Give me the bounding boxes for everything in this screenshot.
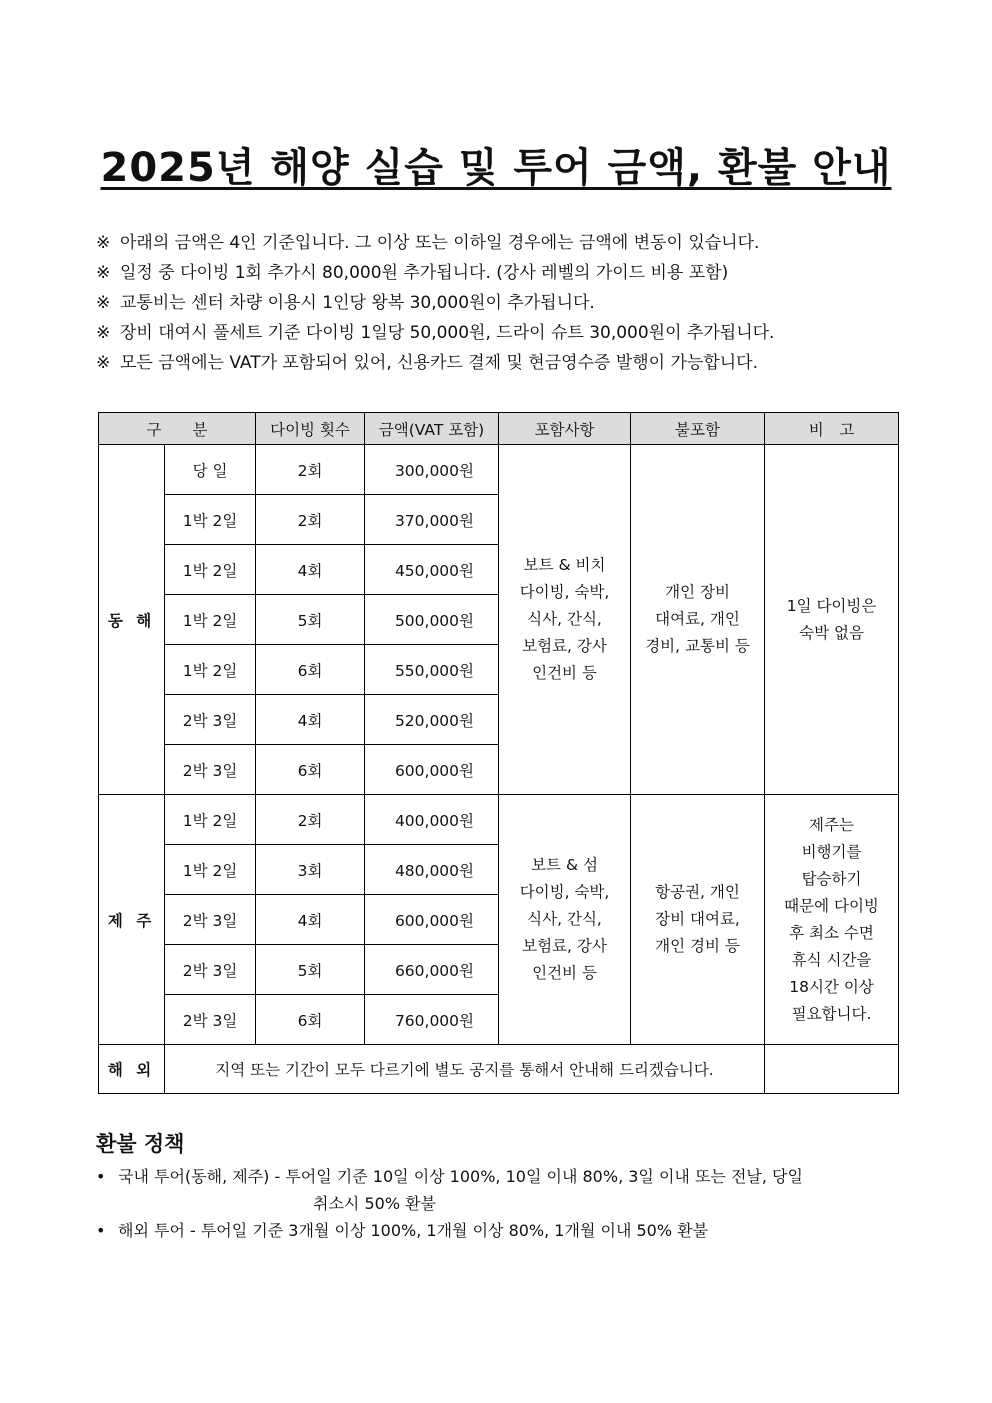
price-cell: 450,000원 bbox=[365, 545, 499, 595]
refund-line: 국내 투어(동해, 제주) - 투어일 기준 10일 이상 100%, 10일 이내 80%, 3일 이내 또는 전날, 당일 bbox=[118, 1167, 803, 1186]
included-line: 보트 & 섬 bbox=[531, 856, 598, 874]
header-dive-count: 다이빙 횟수 bbox=[256, 413, 365, 445]
notice-text: 교통비는 센터 차량 이용시 1인당 왕복 30,000원이 추가됩니다. bbox=[120, 293, 595, 313]
dive-count-cell: 4회 bbox=[256, 695, 365, 745]
period-cell: 2박 3일 bbox=[165, 995, 256, 1045]
jeju-remarks-cell bbox=[765, 795, 899, 1045]
remarks-line: 필요합니다. bbox=[791, 1004, 872, 1023]
reference-mark-icon: ※ bbox=[96, 293, 111, 313]
refund-item-overseas bbox=[96, 1217, 916, 1244]
dive-count-cell: 2회 bbox=[256, 495, 365, 545]
refund-line: 해외 투어 - 투어일 기준 3개월 이상 100%, 1개월 이상 80%, 1개월 이내 50% 환불 bbox=[118, 1221, 709, 1240]
notice-item bbox=[96, 230, 916, 260]
notice-item bbox=[96, 260, 916, 290]
remarks-line: 18시간 이상 bbox=[789, 977, 874, 996]
included-line: 다이빙, 숙박, bbox=[519, 883, 610, 901]
notice-text: 아래의 금액은 4인 기준입니다. 그 이상 또는 이하일 경우에는 금액에 변동이 있습니다. bbox=[120, 233, 760, 253]
header-included: 포함사항 bbox=[499, 413, 631, 445]
refund-text bbox=[118, 1163, 916, 1217]
price-cell: 520,000원 bbox=[365, 695, 499, 745]
dive-count-cell: 6회 bbox=[256, 745, 365, 795]
remarks-line: 후 최소 수면 bbox=[789, 923, 874, 942]
table-header-row bbox=[99, 413, 899, 445]
donghae-excluded-cell bbox=[631, 445, 765, 795]
bullet-icon: • bbox=[96, 1221, 106, 1240]
period-cell: 2박 3일 bbox=[165, 695, 256, 745]
header-price: 금액(VAT 포함) bbox=[365, 413, 499, 445]
price-cell: 760,000원 bbox=[365, 995, 499, 1045]
overseas-text-cell: 지역 또는 기간이 모두 다르기에 별도 공지를 통해서 안내해 드리겠습니다. bbox=[165, 1045, 765, 1094]
region-overseas: 해 외 bbox=[99, 1045, 165, 1094]
header-excluded: 불포함 bbox=[631, 413, 765, 445]
dive-count-cell: 3회 bbox=[256, 845, 365, 895]
price-cell: 400,000원 bbox=[365, 795, 499, 845]
reference-mark-icon: ※ bbox=[96, 233, 111, 253]
included-line: 보험료, 강사 bbox=[522, 637, 607, 655]
remarks-line: 비행기를 bbox=[801, 842, 862, 861]
refund-policy-list bbox=[96, 1163, 916, 1244]
period-cell: 당 일 bbox=[165, 445, 256, 495]
remarks-line: 1일 다이빙은 bbox=[786, 596, 877, 615]
reference-mark-icon: ※ bbox=[96, 323, 111, 343]
remarks-line: 휴식 시간을 bbox=[791, 950, 872, 969]
price-cell: 370,000원 bbox=[365, 495, 499, 545]
reference-mark-icon: ※ bbox=[96, 263, 111, 283]
table-row bbox=[99, 795, 899, 845]
period-cell: 1박 2일 bbox=[165, 495, 256, 545]
notice-text: 일정 중 다이빙 1회 추가시 80,000원 추가됩니다. (강사 레벨의 가이드 비용 포함) bbox=[120, 263, 729, 283]
period-cell: 1박 2일 bbox=[165, 845, 256, 895]
dive-count-cell: 6회 bbox=[256, 645, 365, 695]
notice-item bbox=[96, 350, 916, 380]
period-cell: 1박 2일 bbox=[165, 595, 256, 645]
excluded-line: 경비, 교통비 등 bbox=[645, 637, 750, 655]
reference-mark-icon: ※ bbox=[96, 353, 111, 373]
price-cell: 480,000원 bbox=[365, 845, 499, 895]
excluded-line: 대여료, 개인 bbox=[655, 610, 740, 628]
header-remarks: 비 고 bbox=[765, 413, 899, 445]
refund-policy-heading: 환불 정책 bbox=[96, 1132, 185, 1156]
included-line: 다이빙, 숙박, bbox=[519, 583, 610, 601]
table-row bbox=[99, 445, 899, 495]
included-line: 식사, 간식, bbox=[527, 910, 602, 928]
refund-item-domestic bbox=[96, 1163, 916, 1217]
period-cell: 1박 2일 bbox=[165, 645, 256, 695]
price-cell: 550,000원 bbox=[365, 645, 499, 695]
refund-line: 취소시 50% 환불 bbox=[313, 1194, 437, 1213]
excluded-line: 개인 장비 bbox=[665, 583, 730, 601]
notice-text: 장비 대여시 풀세트 기준 다이빙 1일당 50,000원, 드라이 슈트 30,000원이 추가됩니다. bbox=[120, 323, 775, 343]
dive-count-cell: 5회 bbox=[256, 945, 365, 995]
table-row bbox=[99, 1045, 899, 1094]
jeju-excluded-cell bbox=[631, 795, 765, 1045]
remarks-line: 탑승하기 bbox=[801, 869, 862, 888]
page-title: 2025년 해양 실습 및 투어 금액, 환불 안내 bbox=[100, 145, 892, 191]
dive-count-cell: 2회 bbox=[256, 445, 365, 495]
dive-count-cell: 4회 bbox=[256, 545, 365, 595]
remarks-line: 제주는 bbox=[809, 815, 854, 834]
notice-item bbox=[96, 290, 916, 320]
region-donghae: 동 해 bbox=[99, 445, 165, 795]
region-jeju: 제 주 bbox=[99, 795, 165, 1045]
dive-count-cell: 6회 bbox=[256, 995, 365, 1045]
period-cell: 2박 3일 bbox=[165, 745, 256, 795]
included-line: 인건비 등 bbox=[532, 664, 597, 682]
period-cell: 2박 3일 bbox=[165, 895, 256, 945]
bullet-icon: • bbox=[96, 1167, 106, 1186]
excluded-line: 개인 경비 등 bbox=[655, 937, 740, 955]
price-cell: 300,000원 bbox=[365, 445, 499, 495]
donghae-remarks-cell bbox=[765, 445, 899, 795]
price-table bbox=[98, 412, 899, 1094]
included-line: 인건비 등 bbox=[532, 964, 597, 982]
remarks-line: 숙박 없음 bbox=[799, 623, 864, 642]
dive-count-cell: 5회 bbox=[256, 595, 365, 645]
header-category: 구 분 bbox=[99, 413, 256, 445]
price-cell: 660,000원 bbox=[365, 945, 499, 995]
remarks-line: 때문에 다이빙 bbox=[784, 896, 879, 915]
price-cell: 600,000원 bbox=[365, 745, 499, 795]
period-cell: 2박 3일 bbox=[165, 945, 256, 995]
included-line: 보트 & 비치 bbox=[523, 556, 606, 574]
price-cell: 600,000원 bbox=[365, 895, 499, 945]
notice-text: 모든 금액에는 VAT가 포함되어 있어, 신용카드 결제 및 현금영수증 발행이 가능합니다. bbox=[120, 353, 759, 373]
period-cell: 1박 2일 bbox=[165, 795, 256, 845]
dive-count-cell: 2회 bbox=[256, 795, 365, 845]
period-cell: 1박 2일 bbox=[165, 545, 256, 595]
included-line: 보험료, 강사 bbox=[522, 937, 607, 955]
notice-item bbox=[96, 320, 916, 350]
dive-count-cell: 4회 bbox=[256, 895, 365, 945]
jeju-included-cell bbox=[499, 795, 631, 1045]
donghae-included-cell bbox=[499, 445, 631, 795]
price-cell: 500,000원 bbox=[365, 595, 499, 645]
notice-list bbox=[96, 230, 916, 380]
included-line: 식사, 간식, bbox=[527, 610, 602, 628]
overseas-remarks-cell bbox=[765, 1045, 899, 1094]
excluded-line: 장비 대여료, bbox=[655, 910, 740, 928]
excluded-line: 항공권, 개인 bbox=[655, 883, 740, 901]
